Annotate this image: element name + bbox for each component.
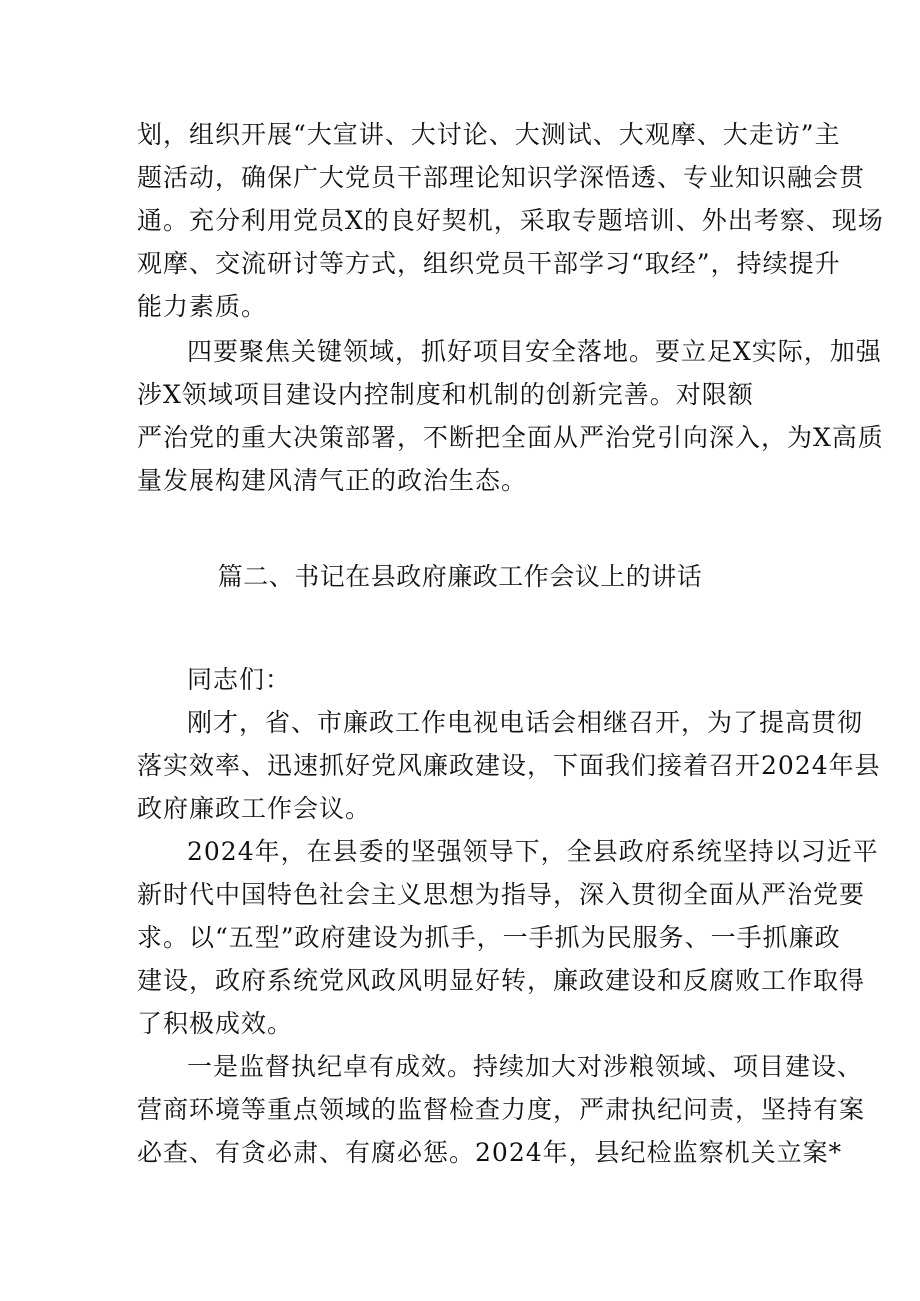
body-line: 必查、有贪必肃、有腐必惩。2024年，县纪检监察机关立案* bbox=[137, 1138, 843, 1167]
body-line: 了积极成效。 bbox=[137, 1009, 294, 1038]
paragraph-first-line: 四要聚焦关键领域，抓好项目安全落地。要立足X实际，加强 bbox=[187, 337, 882, 366]
salutation: 同志们： bbox=[187, 665, 292, 694]
body-line: 政府廉政工作会议。 bbox=[137, 794, 372, 823]
body-line: 观摩、交流研讨等方式，组织党员干部学习“取经”，持续提升 bbox=[137, 249, 841, 278]
body-line: 求。以“五型”政府建设为抓手，一手抓为民服务、一手抓廉政 bbox=[137, 923, 841, 952]
body-line: 题活动，确保广大党员干部理论知识学深悟透、专业知识融会贯 bbox=[137, 163, 866, 192]
paragraph-first-line: 一是监督执纪卓有成效。持续加大对涉粮领域、项目建设、 bbox=[187, 1052, 864, 1081]
body-line: 通。充分利用党员X的良好契机，采取专题培训、外出考察、现场 bbox=[137, 206, 884, 235]
paragraph-first-line: 刚才，省、市廉政工作电视电话会相继召开，为了提高贯彻 bbox=[187, 708, 864, 737]
body-line: 量发展构建风清气正的政治生态。 bbox=[137, 466, 528, 495]
body-line: 落实效率、迅速抓好党风廉政建设，下面我们接着召开2024年县 bbox=[137, 751, 881, 780]
paragraph-first-line: 2024年，在县委的坚强领导下，全县政府系统坚持以习近平 bbox=[187, 837, 879, 866]
body-line: 严治党的重大决策部署，不断把全面从严治党引向深入，为X高质 bbox=[137, 423, 884, 452]
section-title: 篇二、书记在县政府廉政工作会议上的讲话 bbox=[217, 562, 703, 591]
body-line: 建设，政府系统党风政风明显好转，廉政建设和反腐败工作取得 bbox=[137, 966, 866, 995]
body-line: 营商环境等重点领域的监督检查力度，严肃执纪问责，坚持有案 bbox=[137, 1095, 866, 1124]
body-line: 划，组织开展“大宣讲、大讨论、大测试、大观摩、大走访”主 bbox=[137, 120, 841, 149]
body-line: 新时代中国特色社会主义思想为指导，深入贯彻全面从严治党要 bbox=[137, 880, 866, 909]
body-line: 涉X领域项目建设内控制度和机制的创新完善。对限额 bbox=[137, 380, 754, 409]
body-line: 能力素质。 bbox=[137, 292, 268, 321]
